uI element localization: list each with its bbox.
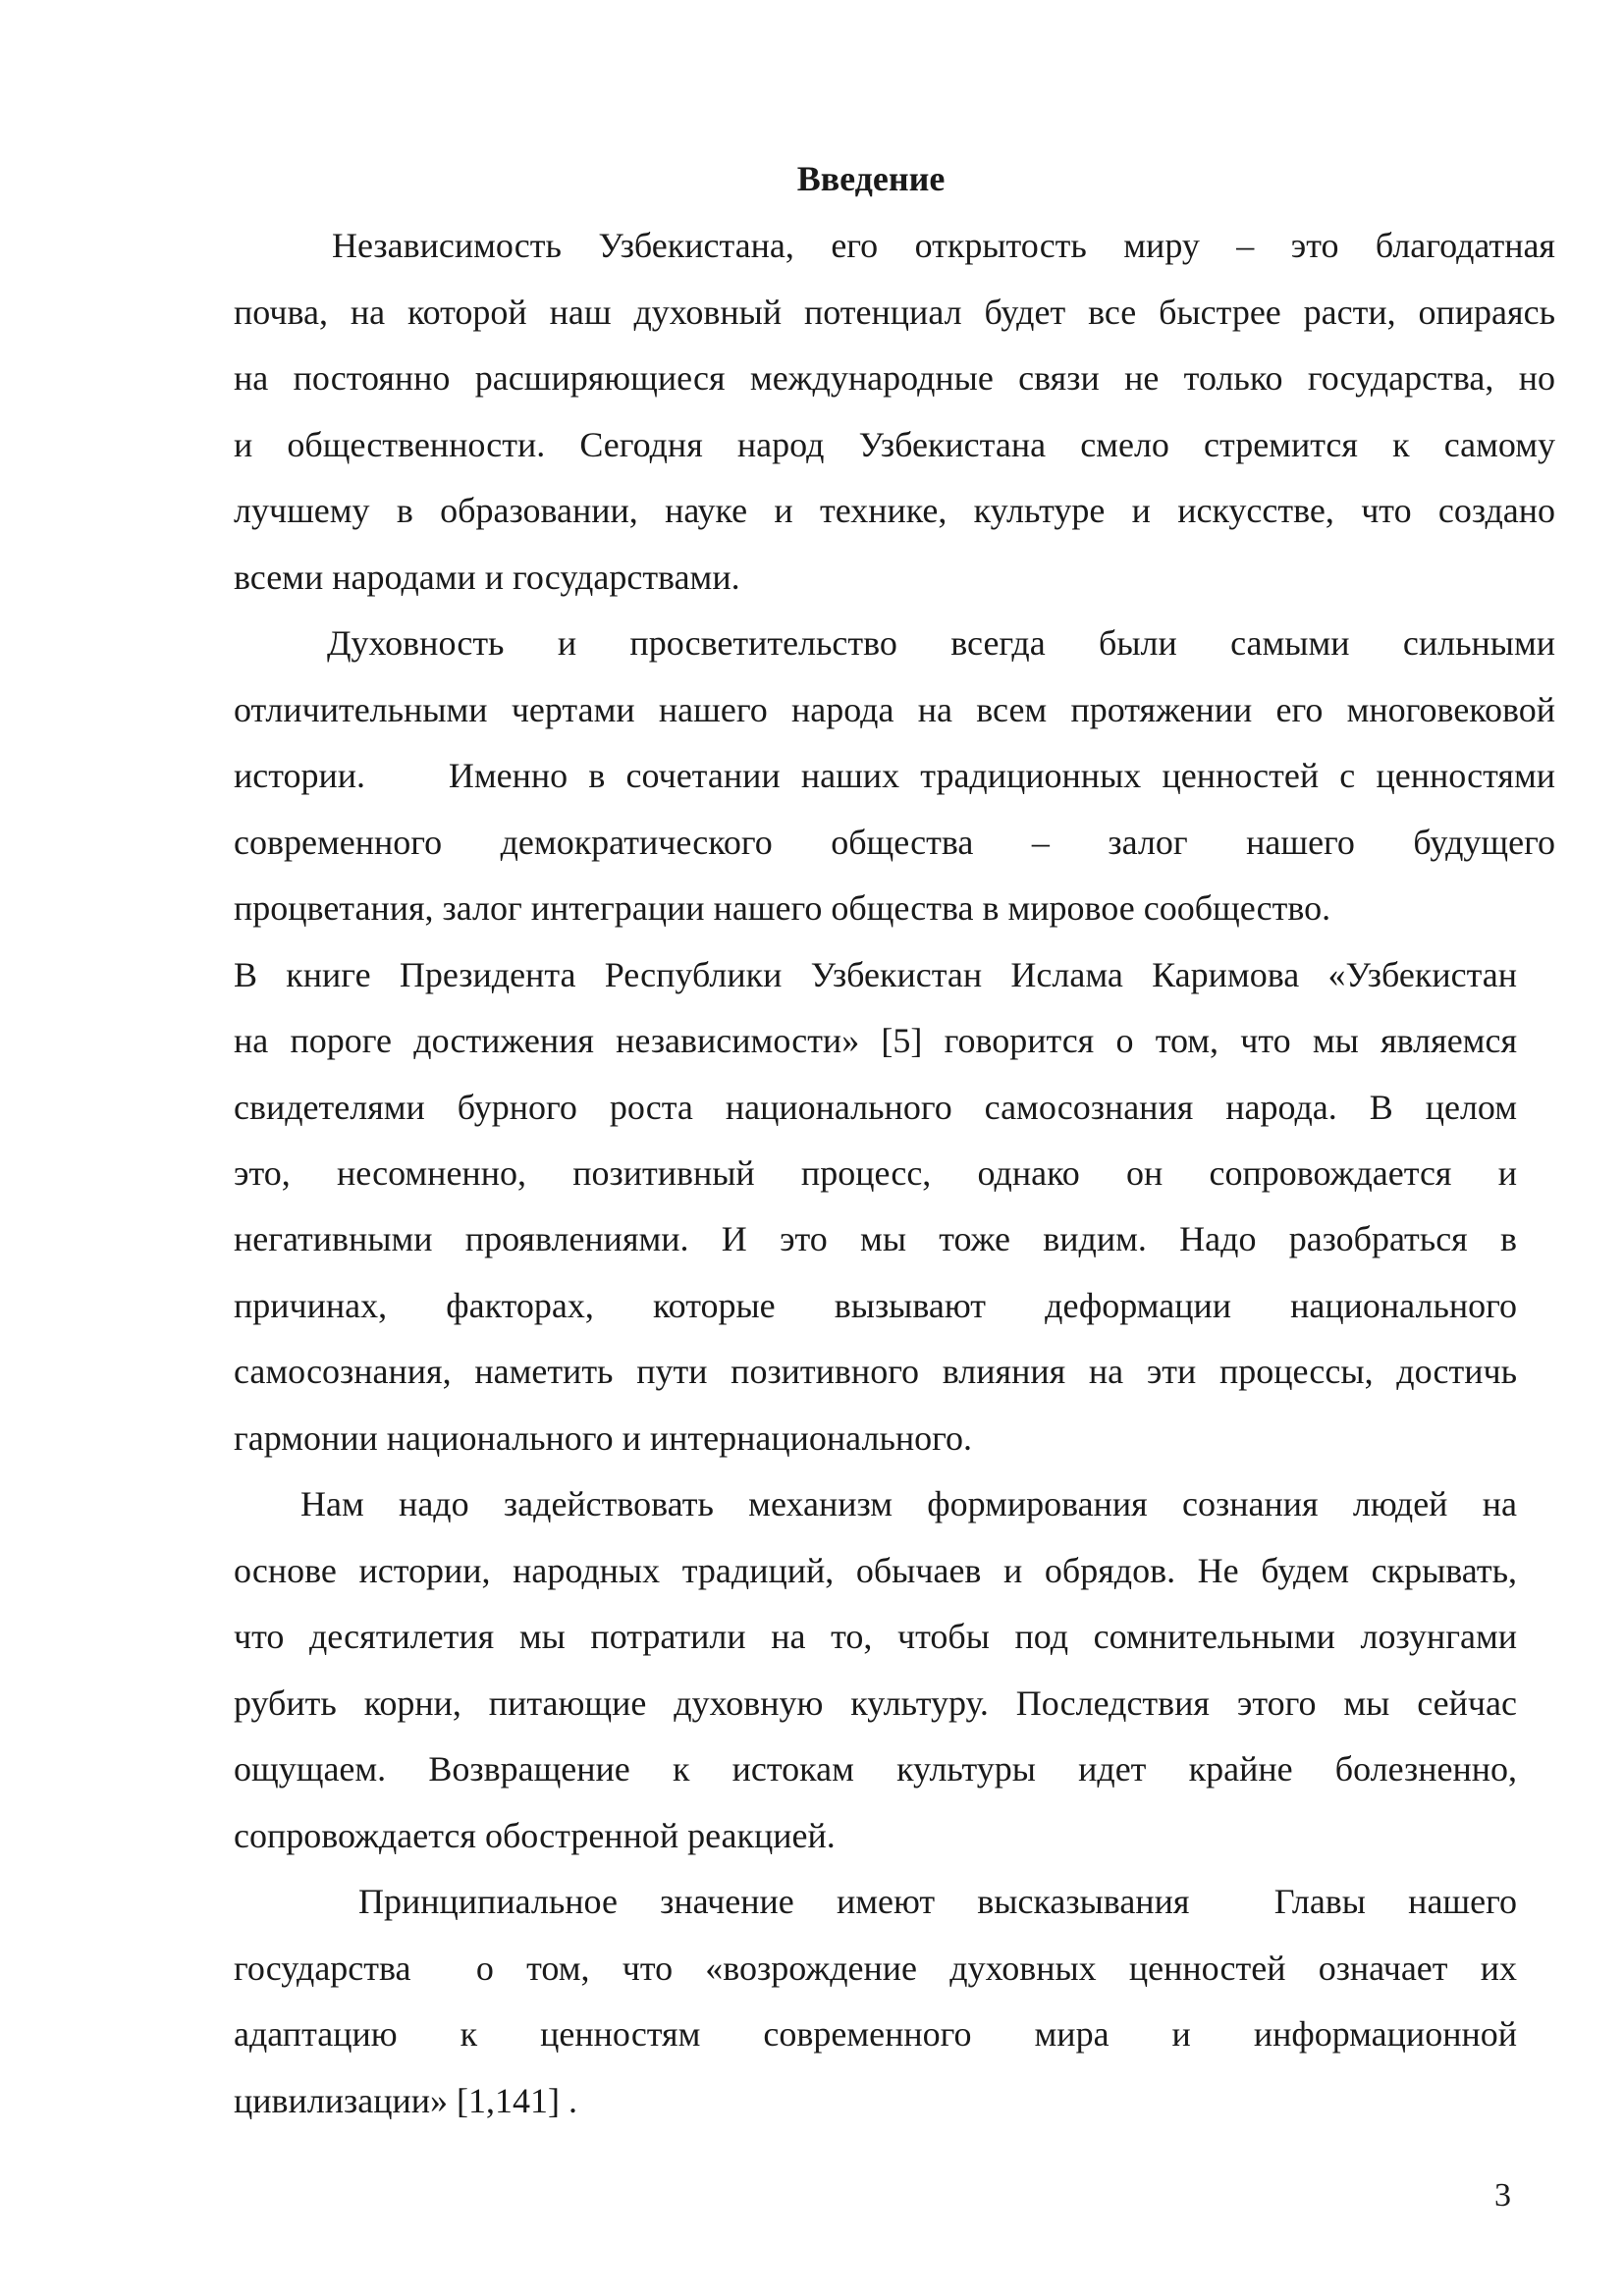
paragraph-line: что десятилетия мы потратили на то, чтобы под сомнительными лозунгами	[234, 1617, 1517, 1656]
paragraph-line: ощущаем. Возвращение к истокам культуры идет крайне болезненно,	[234, 1749, 1517, 1789]
paragraph-line: современного демократического общества – залог нашего будущего	[234, 823, 1555, 862]
paragraph-line: адаптацию к ценностям современного мира и информационной	[234, 2014, 1517, 2054]
paragraph-line: Независимость Узбекистана, его открытость миру – это благодатная	[332, 226, 1555, 265]
paragraph-line: цивилизации» [1,141] .	[234, 2081, 577, 2120]
paragraph-line: почва, на которой наш духовный потенциал будет все быстрее расти, опираясь	[234, 293, 1555, 332]
paragraph-line: это, несомненно, позитивный процесс, однако он сопровождается и	[234, 1153, 1517, 1193]
paragraph-line: Нам надо задействовать механизм формирования сознания людей на	[300, 1484, 1517, 1523]
paragraph-line: и общественности. Сегодня народ Узбекистана смело стремится к самому	[234, 425, 1555, 464]
paragraph-line: отличительными чертами нашего народа на всем протяжении его многовековой	[234, 690, 1555, 729]
paragraph-line: сопровождается обостренной реакцией.	[234, 1816, 836, 1855]
paragraph-line: лучшему в образовании, науке и технике, культуре и искусстве, что создано	[234, 491, 1555, 530]
paragraph-line: Принципиальное значение имеют высказывания Главы нашего	[358, 1882, 1517, 1921]
paragraph-line: самосознания, наметить пути позитивного влияния на эти процессы, достичь	[234, 1352, 1517, 1391]
paragraph-line: Духовность и просветительство всегда были самыми сильными	[327, 623, 1555, 663]
paragraph-line: основе истории, народных традиций, обычаев и обрядов. Не будем скрывать,	[234, 1551, 1517, 1590]
paragraph-line: гармонии национального и интернационального.	[234, 1418, 972, 1458]
page-number: 3	[1494, 2177, 1511, 2214]
paragraph-line: на пороге достижения независимости» [5] говорится о том, что мы являемся	[234, 1021, 1517, 1060]
paragraph-line: всеми народами и государствами.	[234, 558, 740, 597]
paragraph-line: истории. Именно в сочетании наших традиционных ценностей с ценностями	[234, 756, 1555, 795]
paragraph-line: государства о том, что «возрождение духовных ценностей означает их	[234, 1949, 1517, 1988]
paragraph-line: негативными проявлениями. И это мы тоже видим. Надо разобраться в	[234, 1219, 1517, 1258]
paragraph-line: рубить корни, питающие духовную культуру. Последствия этого мы сейчас	[234, 1683, 1517, 1723]
paragraph-line: причинах, факторах, которые вызывают деформации национального	[234, 1286, 1517, 1325]
paragraph-line: свидетелями бурного роста национального самосознания народа. В целом	[234, 1088, 1517, 1127]
paragraph-line: на постоянно расширяющиеся международные связи не только государства, но	[234, 358, 1555, 398]
paragraph-line: процветания, залог интеграции нашего общества в мировое сообщество.	[234, 888, 1331, 928]
paragraph-line: В книге Президента Республики Узбекистан Ислама Каримова «Узбекистан	[234, 955, 1517, 994]
page-title: Введение	[796, 159, 946, 198]
